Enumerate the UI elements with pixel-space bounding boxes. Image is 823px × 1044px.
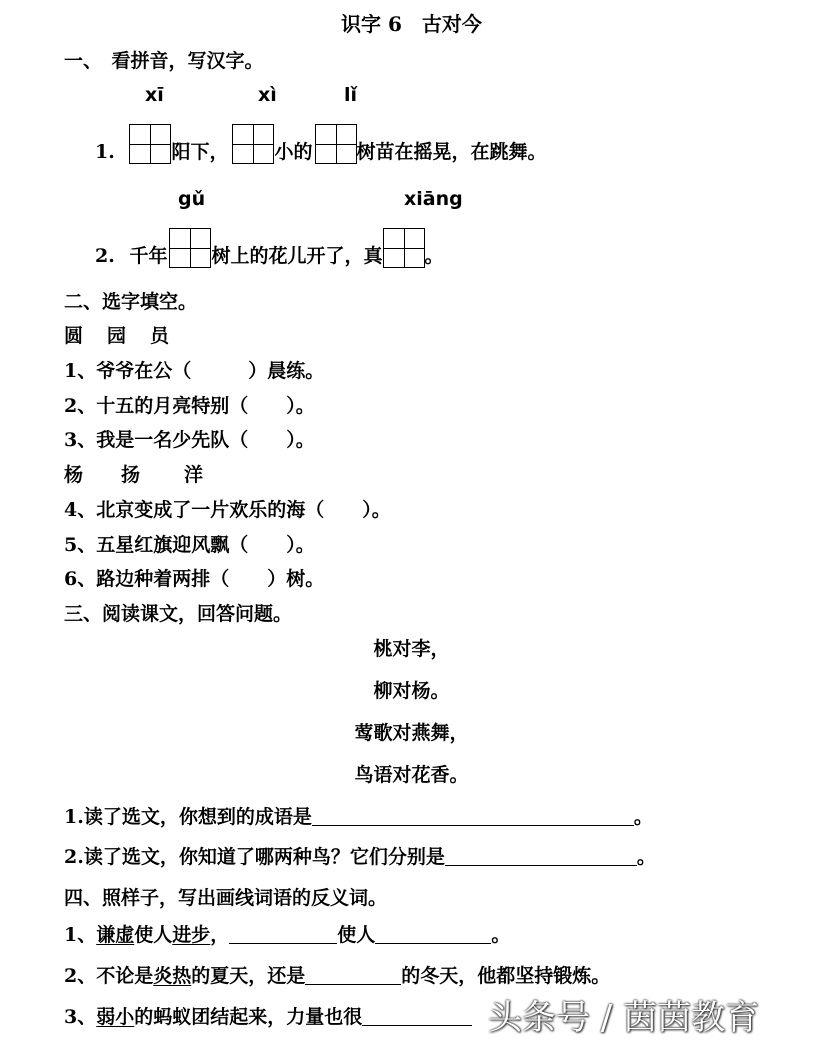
char-box[interactable]	[315, 124, 357, 164]
section4-q2	[64, 967, 610, 986]
section3-q1	[64, 808, 653, 827]
char-choice: 扬	[121, 464, 141, 486]
period: 。	[633, 806, 653, 828]
period: 。	[636, 846, 656, 868]
char-box[interactable]	[232, 124, 274, 164]
q-number: 1.	[95, 141, 115, 163]
answer-line[interactable]	[375, 943, 491, 944]
pinyin-xi4: xì	[258, 84, 277, 106]
char-box[interactable]	[129, 124, 171, 164]
char-choice: 洋	[184, 464, 204, 486]
text: 使人	[337, 924, 376, 946]
question-text: 1.读了选文，你想到的成语是	[64, 806, 312, 828]
text: 千年	[129, 245, 168, 267]
text: 使人	[134, 924, 173, 946]
section2-q4: 4、北京变成了一片欢乐的海（ ）。	[64, 499, 391, 521]
poem-line-4: 鸟语对花香。	[354, 764, 469, 786]
section2-heading: 二、选字填空。	[64, 291, 198, 313]
underlined-word: 弱小	[96, 1006, 135, 1028]
section2-q1: 1、爷爷在公（ ）晨练。	[64, 360, 325, 382]
underlined-word: 炎热	[153, 965, 192, 987]
pinyin-li3: lǐ	[344, 84, 358, 106]
text: 树苗在摇晃，在跳舞。	[356, 141, 547, 163]
text: 的冬天，他都坚持锻炼。	[401, 965, 611, 987]
underlined-word: 进步	[172, 924, 211, 946]
q-number: 2.	[95, 245, 115, 267]
section2-q6: 6、路边种着两排（ ）树。	[64, 568, 325, 590]
text: 。	[424, 245, 444, 267]
pinyin-gu3: gǔ	[178, 188, 206, 210]
char-choice: 员	[150, 325, 170, 347]
question-text: 2.读了选文，你知道了哪两种鸟？它们分别是	[64, 846, 445, 868]
answer-line[interactable]	[362, 1025, 472, 1026]
poem-line-2: 柳对杨。	[373, 680, 450, 702]
section2-q2: 2、十五的月亮特别（ ）。	[64, 395, 315, 417]
text: 阳下，	[171, 141, 229, 163]
pinyin-xiang1: xiāng	[404, 188, 463, 210]
char-choices-1	[64, 327, 169, 346]
char-choice: 杨	[64, 464, 84, 486]
answer-line[interactable]	[312, 825, 634, 826]
text: 的夏天，还是	[191, 965, 306, 987]
text: 的蚂蚁团结起来，力量也很	[134, 1006, 363, 1028]
answer-line[interactable]	[229, 943, 337, 944]
q-number: 3、	[64, 1006, 97, 1028]
char-choices-2	[64, 466, 203, 485]
poem-line-3: 莺歌对燕舞，	[354, 722, 469, 744]
text: 树上的花儿开了，真	[211, 245, 383, 267]
char-choice: 圆	[64, 325, 84, 347]
char-choice: 园	[107, 325, 127, 347]
section2-q5: 5、五星红旗迎风飘（ ）。	[64, 534, 315, 556]
section4-q1	[64, 926, 510, 945]
watermark: 头条号 / 茵茵教育	[488, 998, 760, 1038]
char-box[interactable]	[169, 228, 211, 268]
section3-heading: 三、阅读课文，回答问题。	[64, 603, 293, 625]
section1-question-2	[95, 228, 444, 268]
text: ，	[210, 924, 230, 946]
text: 2、不论是	[64, 965, 154, 987]
worksheet-title: 识字 6 古对今	[341, 12, 482, 36]
period: 。	[491, 924, 511, 946]
section2-q3: 3、我是一名少先队（ ）。	[64, 429, 315, 451]
poem-line-1: 桃对李，	[373, 638, 450, 660]
section1-heading: 一、 看拼音，写汉字。	[64, 50, 264, 72]
text: 小的	[274, 141, 313, 163]
q-number: 1、	[64, 924, 97, 946]
underlined-word: 谦虚	[96, 924, 135, 946]
answer-line[interactable]	[445, 865, 637, 866]
pinyin-xi1: xī	[145, 84, 164, 106]
section4-q3	[64, 1008, 472, 1027]
section4-heading: 四、照样子，写出画线词语的反义词。	[64, 887, 388, 909]
answer-line[interactable]	[305, 984, 401, 985]
section1-question-1	[95, 124, 547, 164]
section3-q2	[64, 848, 656, 867]
char-box[interactable]	[383, 228, 425, 268]
